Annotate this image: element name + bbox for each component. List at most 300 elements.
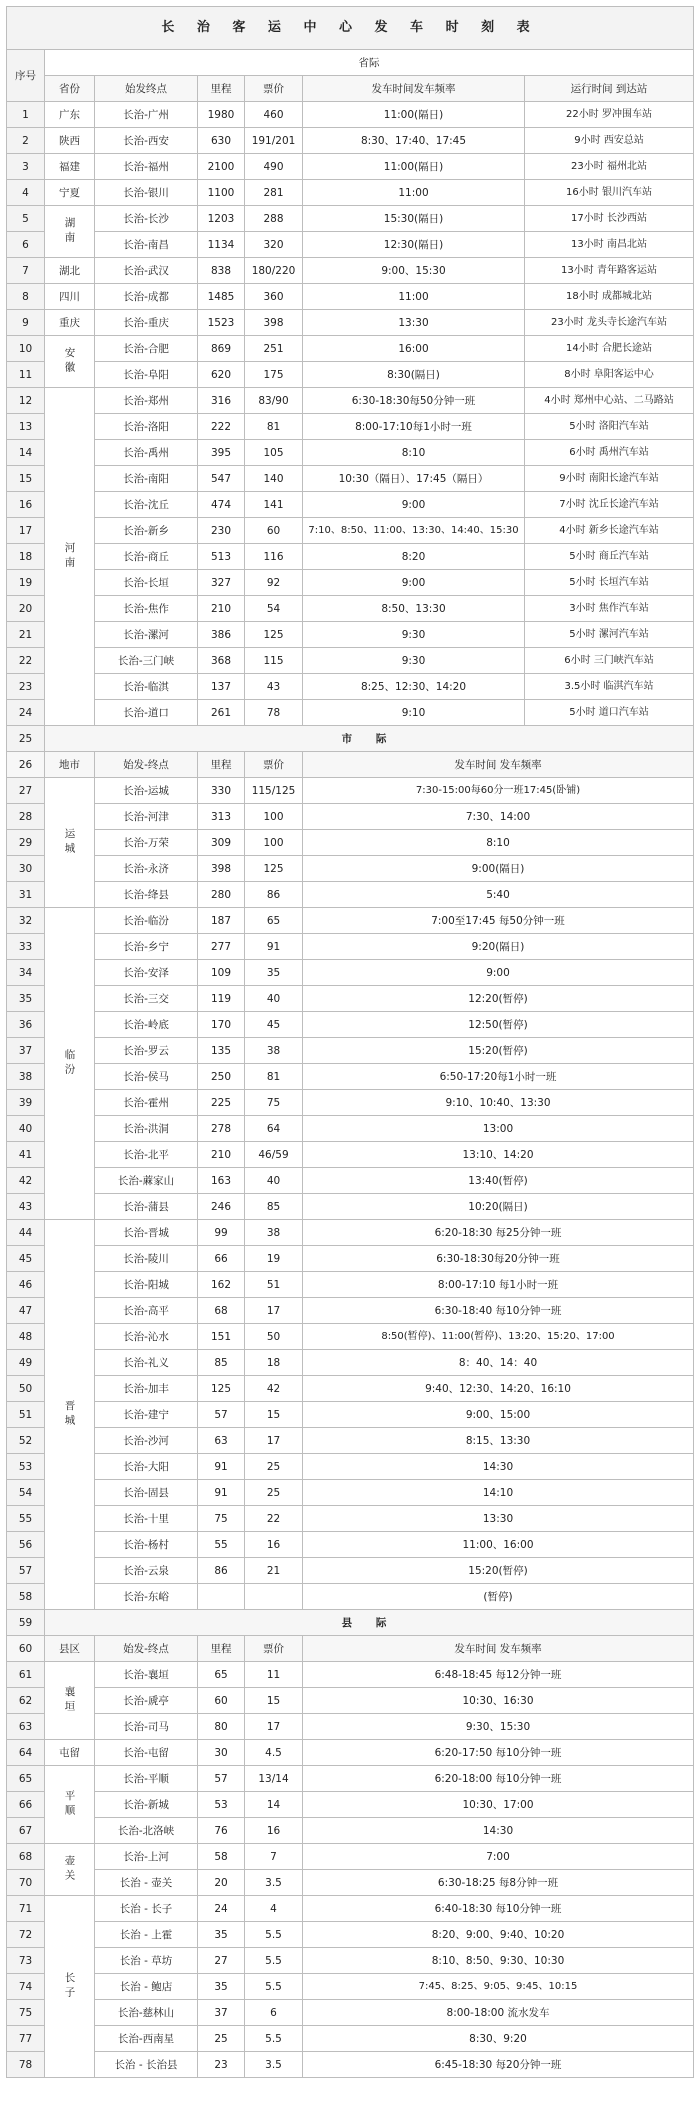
row-number: 22 (7, 648, 45, 674)
row-number: 21 (7, 622, 45, 648)
schedule-cell: 8：40、14：40 (303, 1350, 694, 1376)
municipal-section-row (7, 726, 694, 752)
mileage-cell: 309 (198, 830, 245, 856)
price-cell: 75 (245, 1090, 303, 1116)
schedule-cell: 15:30(隔日) (303, 206, 525, 232)
municipal-row (7, 1090, 694, 1116)
mileage-cell: 86 (198, 1558, 245, 1584)
municipal-row (7, 1220, 694, 1246)
route-cell: 长治-南昌 (95, 232, 198, 258)
row-number: 64 (7, 1740, 45, 1766)
schedule-cell: 6:40-18:30 每10分钟一班 (303, 1896, 694, 1922)
row-number: 72 (7, 1922, 45, 1948)
county-row (7, 1974, 694, 2000)
price-cell: 115/125 (245, 778, 303, 804)
route-cell: 长治-郑州 (95, 388, 198, 414)
schedule-cell: 11:00 (303, 180, 525, 206)
price-cell: 5.5 (245, 1974, 303, 2000)
row-number: 31 (7, 882, 45, 908)
municipal-row (7, 1558, 694, 1584)
schedule-cell: 13:30 (303, 310, 525, 336)
row-number: 6 (7, 232, 45, 258)
route-cell: 长治-沙河 (95, 1428, 198, 1454)
region-cell: 湖南 (45, 206, 95, 258)
region-cell: 四川 (45, 284, 95, 310)
municipal-row (7, 986, 694, 1012)
price-cell: 43 (245, 674, 303, 700)
price-cell: 320 (245, 232, 303, 258)
provincial-row (7, 206, 694, 232)
schedule-cell: 8:15、13:30 (303, 1428, 694, 1454)
route-cell: 长治-绛县 (95, 882, 198, 908)
schedule-cell: (暂停) (303, 1584, 694, 1610)
price-cell: 13/14 (245, 1766, 303, 1792)
county-row (7, 1792, 694, 1818)
county-row (7, 1662, 694, 1688)
mileage-cell: 1203 (198, 206, 245, 232)
municipal-row (7, 1480, 694, 1506)
schedule-cell: 9:00 (303, 492, 525, 518)
route-cell: 长治-长垣 (95, 570, 198, 596)
price-cell: 19 (245, 1246, 303, 1272)
price-cell: 180/220 (245, 258, 303, 284)
price-cell: 65 (245, 908, 303, 934)
mileage-cell: 91 (198, 1454, 245, 1480)
route-cell: 长治-临汾 (95, 908, 198, 934)
row-number: 25 (7, 726, 45, 752)
route-cell: 长治-安泽 (95, 960, 198, 986)
price-cell: 360 (245, 284, 303, 310)
schedule-cell: 16:00 (303, 336, 525, 362)
mileage-cell: 63 (198, 1428, 245, 1454)
provincial-row (7, 336, 694, 362)
municipal-row (7, 1298, 694, 1324)
mileage-cell: 1523 (198, 310, 245, 336)
row-number: 32 (7, 908, 45, 934)
municipal-row (7, 934, 694, 960)
row-number: 78 (7, 2052, 45, 2078)
row-number: 60 (7, 1636, 45, 1662)
mileage-cell: 1980 (198, 102, 245, 128)
region-cell: 河南 (45, 388, 95, 726)
county-row (7, 2052, 694, 2078)
price-cell: 92 (245, 570, 303, 596)
row-number: 36 (7, 1012, 45, 1038)
provincial-header-1: 始发终点 (95, 76, 198, 102)
municipal-row (7, 1506, 694, 1532)
row-number: 73 (7, 1948, 45, 1974)
price-cell (245, 1584, 303, 1610)
row-number: 75 (7, 2000, 45, 2026)
price-cell: 83/90 (245, 388, 303, 414)
route-cell: 长治-焦作 (95, 596, 198, 622)
route-cell: 长治 - 长治县 (95, 2052, 198, 2078)
mileage-cell: 99 (198, 1220, 245, 1246)
trip-cell: 3.5小时 临淇汽车站 (525, 674, 694, 700)
municipal-row (7, 1064, 694, 1090)
route-cell: 长治 - 鲍店 (95, 1974, 198, 2000)
row-number: 13 (7, 414, 45, 440)
schedule-cell: 8:30、17:40、17:45 (303, 128, 525, 154)
provincial-row (7, 700, 694, 726)
schedule-cell: 6:45-18:30 每20分钟一班 (303, 2052, 694, 2078)
trip-cell: 6小时 禹州汽车站 (525, 440, 694, 466)
municipal-header-0: 地市 (45, 752, 95, 778)
mileage-cell: 162 (198, 1272, 245, 1298)
row-number: 33 (7, 934, 45, 960)
municipal-row (7, 908, 694, 934)
row-number: 35 (7, 986, 45, 1012)
route-cell: 长治-商丘 (95, 544, 198, 570)
price-cell: 35 (245, 960, 303, 986)
county-row (7, 1688, 694, 1714)
trip-cell: 13小时 南昌北站 (525, 232, 694, 258)
mileage-cell: 330 (198, 778, 245, 804)
municipal-row (7, 1012, 694, 1038)
provincial-row (7, 544, 694, 570)
row-number: 57 (7, 1558, 45, 1584)
region-cell: 广东 (45, 102, 95, 128)
municipal-row (7, 830, 694, 856)
route-cell: 长治-阳城 (95, 1272, 198, 1298)
route-cell: 长治-晋城 (95, 1220, 198, 1246)
municipal-section-label: 市 际 (45, 726, 694, 752)
region-cell: 晋城 (45, 1220, 95, 1610)
schedule-cell: 6:30-18:30每50分钟一班 (303, 388, 525, 414)
schedule-cell: 8:30(隔日) (303, 362, 525, 388)
trip-cell: 23小时 福州北站 (525, 154, 694, 180)
mileage-cell: 222 (198, 414, 245, 440)
mileage-cell: 170 (198, 1012, 245, 1038)
row-number: 28 (7, 804, 45, 830)
mileage-cell: 261 (198, 700, 245, 726)
mileage-cell: 24 (198, 1896, 245, 1922)
row-number: 5 (7, 206, 45, 232)
schedule-cell: 6:30-18:40 每10分钟一班 (303, 1298, 694, 1324)
provincial-header-3: 票价 (245, 76, 303, 102)
row-number: 45 (7, 1246, 45, 1272)
schedule-cell: 5:40 (303, 882, 694, 908)
route-cell: 长治-合肥 (95, 336, 198, 362)
price-cell: 4 (245, 1896, 303, 1922)
price-cell: 46/59 (245, 1142, 303, 1168)
mileage-cell: 60 (198, 1688, 245, 1714)
row-number: 67 (7, 1818, 45, 1844)
price-cell: 15 (245, 1402, 303, 1428)
timetable (6, 6, 694, 2078)
schedule-cell: 8:25、12:30、14:20 (303, 674, 525, 700)
route-cell: 长治-西安 (95, 128, 198, 154)
schedule-cell: 13:10、14:20 (303, 1142, 694, 1168)
county-header-1: 始发-终点 (95, 1636, 198, 1662)
provincial-row (7, 154, 694, 180)
mileage-cell: 187 (198, 908, 245, 934)
row-number: 23 (7, 674, 45, 700)
schedule-cell: 11:00(隔日) (303, 154, 525, 180)
mileage-cell: 278 (198, 1116, 245, 1142)
price-cell: 64 (245, 1116, 303, 1142)
row-number: 3 (7, 154, 45, 180)
route-cell: 长治-重庆 (95, 310, 198, 336)
provincial-row (7, 466, 694, 492)
mileage-cell: 35 (198, 1974, 245, 2000)
route-cell: 长治-福州 (95, 154, 198, 180)
row-number: 2 (7, 128, 45, 154)
row-number: 20 (7, 596, 45, 622)
provincial-row (7, 362, 694, 388)
route-cell: 长治-永济 (95, 856, 198, 882)
trip-cell: 23小时 龙头寺长途汽车站 (525, 310, 694, 336)
mileage-cell: 30 (198, 1740, 245, 1766)
row-number: 74 (7, 1974, 45, 2000)
row-number: 17 (7, 518, 45, 544)
row-number: 30 (7, 856, 45, 882)
price-cell: 40 (245, 986, 303, 1012)
schedule-cell: 7:30-15:00每60分一班17:45(卧铺) (303, 778, 694, 804)
row-number: 61 (7, 1662, 45, 1688)
schedule-cell: 11:00 (303, 284, 525, 310)
route-cell: 长治-固县 (95, 1480, 198, 1506)
trip-cell: 18小时 成都城北站 (525, 284, 694, 310)
schedule-cell: 14:10 (303, 1480, 694, 1506)
schedule-cell: 8:50(暂停)、11:00(暂停)、13:20、15:20、17:00 (303, 1324, 694, 1350)
price-cell: 140 (245, 466, 303, 492)
row-number: 4 (7, 180, 45, 206)
price-cell: 38 (245, 1220, 303, 1246)
provincial-row (7, 284, 694, 310)
mileage-cell: 1134 (198, 232, 245, 258)
trip-cell: 14小时 合肥长途站 (525, 336, 694, 362)
trip-cell: 5小时 商丘汽车站 (525, 544, 694, 570)
schedule-cell: 9:00、15:00 (303, 1402, 694, 1428)
mileage-cell: 55 (198, 1532, 245, 1558)
schedule-cell: 9:40、12:30、14:20、16:10 (303, 1376, 694, 1402)
schedule-cell: 7:10、8:50、11:00、13:30、14:40、15:30 (303, 518, 525, 544)
trip-cell: 7小时 沈丘长途汽车站 (525, 492, 694, 518)
route-cell: 长治-屯留 (95, 1740, 198, 1766)
county-header-row (7, 1636, 694, 1662)
route-cell: 长治-杨村 (95, 1532, 198, 1558)
mileage-cell: 246 (198, 1194, 245, 1220)
price-cell: 86 (245, 882, 303, 908)
mileage-cell: 80 (198, 1714, 245, 1740)
route-cell: 长治-罗云 (95, 1038, 198, 1064)
row-number: 38 (7, 1064, 45, 1090)
route-cell: 长治-岭底 (95, 1012, 198, 1038)
trip-cell: 9小时 西安总站 (525, 128, 694, 154)
trip-cell: 22小时 罗冲围车站 (525, 102, 694, 128)
schedule-cell: 14:30 (303, 1818, 694, 1844)
provincial-row (7, 128, 694, 154)
municipal-header-row (7, 752, 694, 778)
price-cell: 100 (245, 830, 303, 856)
price-cell: 5.5 (245, 1922, 303, 1948)
route-cell: 长治-洪洞 (95, 1116, 198, 1142)
price-cell: 85 (245, 1194, 303, 1220)
county-row (7, 2000, 694, 2026)
route-cell: 长治-十里 (95, 1506, 198, 1532)
schedule-cell: 9:10、10:40、13:30 (303, 1090, 694, 1116)
municipal-row (7, 960, 694, 986)
price-cell: 116 (245, 544, 303, 570)
region-cell: 福建 (45, 154, 95, 180)
price-cell: 81 (245, 414, 303, 440)
municipal-header-3: 票价 (245, 752, 303, 778)
region-cell: 长子 (45, 1896, 95, 2078)
price-cell: 175 (245, 362, 303, 388)
price-cell: 14 (245, 1792, 303, 1818)
price-cell: 5.5 (245, 1948, 303, 1974)
trip-cell: 5小时 漯河汽车站 (525, 622, 694, 648)
price-cell: 25 (245, 1454, 303, 1480)
price-cell: 490 (245, 154, 303, 180)
schedule-cell: 8:10 (303, 830, 694, 856)
county-row (7, 2026, 694, 2052)
mileage-cell: 76 (198, 1818, 245, 1844)
mileage-cell: 119 (198, 986, 245, 1012)
municipal-header-4: 发车时间 发车频率 (303, 752, 694, 778)
municipal-header-1: 始发-终点 (95, 752, 198, 778)
county-row (7, 1714, 694, 1740)
route-cell: 长治-东峪 (95, 1584, 198, 1610)
route-cell: 长治-司马 (95, 1714, 198, 1740)
mileage-cell: 513 (198, 544, 245, 570)
schedule-cell: 10:30、17:00 (303, 1792, 694, 1818)
municipal-row (7, 804, 694, 830)
price-cell: 125 (245, 622, 303, 648)
row-number: 34 (7, 960, 45, 986)
provincial-row (7, 180, 694, 206)
mileage-cell: 225 (198, 1090, 245, 1116)
county-row (7, 1870, 694, 1896)
provincial-row (7, 440, 694, 466)
row-number: 59 (7, 1610, 45, 1636)
mileage-cell: 68 (198, 1298, 245, 1324)
region-cell: 陕西 (45, 128, 95, 154)
municipal-row (7, 1584, 694, 1610)
region-cell: 襄垣 (45, 1662, 95, 1740)
price-cell: 54 (245, 596, 303, 622)
municipal-row (7, 1350, 694, 1376)
route-cell: 长治-平顺 (95, 1766, 198, 1792)
row-number: 29 (7, 830, 45, 856)
row-number: 66 (7, 1792, 45, 1818)
price-cell: 3.5 (245, 2052, 303, 2078)
route-cell: 长治-新乡 (95, 518, 198, 544)
row-number: 11 (7, 362, 45, 388)
route-cell: 长治-道口 (95, 700, 198, 726)
region-cell: 安徽 (45, 336, 95, 388)
mileage-cell: 91 (198, 1480, 245, 1506)
route-cell: 长治-陵川 (95, 1246, 198, 1272)
region-cell: 壶关 (45, 1844, 95, 1896)
price-cell: 91 (245, 934, 303, 960)
route-cell: 长治-乡宁 (95, 934, 198, 960)
price-cell: 251 (245, 336, 303, 362)
row-number: 65 (7, 1766, 45, 1792)
page-title: 长 治 客 运 中 心 发 车 时 刻 表 (7, 7, 694, 50)
mileage-cell: 210 (198, 596, 245, 622)
route-cell: 长治-北洛峡 (95, 1818, 198, 1844)
route-cell: 长治-南阳 (95, 466, 198, 492)
route-cell: 长治-虒亭 (95, 1688, 198, 1714)
trip-cell: 5小时 长垣汽车站 (525, 570, 694, 596)
region-cell: 湖北 (45, 258, 95, 284)
row-number: 54 (7, 1480, 45, 1506)
row-number: 62 (7, 1688, 45, 1714)
price-cell: 51 (245, 1272, 303, 1298)
route-cell: 长治 - 草坊 (95, 1948, 198, 1974)
row-number: 56 (7, 1532, 45, 1558)
row-number: 53 (7, 1454, 45, 1480)
index-header: 序号 (7, 50, 45, 102)
trip-cell: 3小时 焦作汽车站 (525, 596, 694, 622)
mileage-cell (198, 1584, 245, 1610)
price-cell: 25 (245, 1480, 303, 1506)
route-cell: 长治-三门峡 (95, 648, 198, 674)
mileage-cell: 277 (198, 934, 245, 960)
provincial-row (7, 648, 694, 674)
county-row (7, 1818, 694, 1844)
municipal-row (7, 856, 694, 882)
provincial-row (7, 518, 694, 544)
mileage-cell: 109 (198, 960, 245, 986)
price-cell: 398 (245, 310, 303, 336)
schedule-cell: 7:00至17:45 每50分钟一班 (303, 908, 694, 934)
row-number: 12 (7, 388, 45, 414)
row-number: 24 (7, 700, 45, 726)
provincial-header-4: 发车时间发车频率 (303, 76, 525, 102)
route-cell: 长治-西南星 (95, 2026, 198, 2052)
schedule-cell: 12:50(暂停) (303, 1012, 694, 1038)
municipal-row (7, 1142, 694, 1168)
route-cell: 长治-漯河 (95, 622, 198, 648)
row-number: 55 (7, 1506, 45, 1532)
schedule-cell: 13:00 (303, 1116, 694, 1142)
schedule-cell: 8:10、8:50、9:30、10:30 (303, 1948, 694, 1974)
schedule-cell: 6:20-18:00 每10分钟一班 (303, 1766, 694, 1792)
price-cell: 38 (245, 1038, 303, 1064)
provincial-section-row (7, 50, 694, 76)
provincial-row (7, 596, 694, 622)
provincial-row (7, 258, 694, 284)
price-cell: 17 (245, 1428, 303, 1454)
trip-cell: 4小时 郑州中心站、二马路站 (525, 388, 694, 414)
mileage-cell: 53 (198, 1792, 245, 1818)
county-header-2: 里程 (198, 1636, 245, 1662)
schedule-cell: 6:30-18:30每20分钟一班 (303, 1246, 694, 1272)
row-number: 63 (7, 1714, 45, 1740)
price-cell: 460 (245, 102, 303, 128)
route-cell: 长治-侯马 (95, 1064, 198, 1090)
schedule-cell: 8:20、9:00、9:40、10:20 (303, 1922, 694, 1948)
price-cell: 42 (245, 1376, 303, 1402)
row-number: 1 (7, 102, 45, 128)
route-cell: 长治-建宁 (95, 1402, 198, 1428)
mileage-cell: 66 (198, 1246, 245, 1272)
schedule-cell: 9:30 (303, 648, 525, 674)
schedule-cell: 15:20(暂停) (303, 1558, 694, 1584)
price-cell: 17 (245, 1298, 303, 1324)
mileage-cell: 230 (198, 518, 245, 544)
row-number: 41 (7, 1142, 45, 1168)
mileage-cell: 620 (198, 362, 245, 388)
schedule-cell: 13:40(暂停) (303, 1168, 694, 1194)
row-number: 39 (7, 1090, 45, 1116)
provincial-row (7, 492, 694, 518)
mileage-cell: 75 (198, 1506, 245, 1532)
row-number: 71 (7, 1896, 45, 1922)
